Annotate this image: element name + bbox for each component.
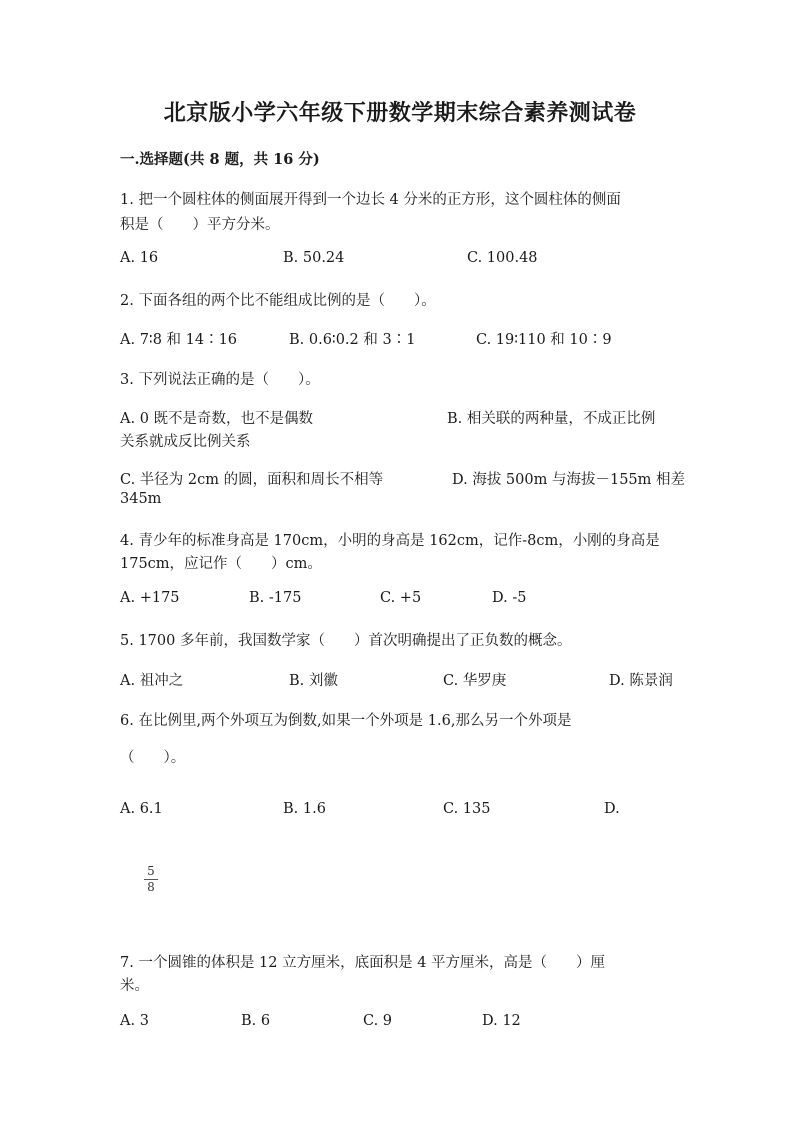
question-4-line-1: 4. 青少年的标准身高是 170cm，小明的身高是 162cm，记作-8cm，小刚的身高是 <box>120 533 660 549</box>
question-3-option-a: A. 0 既不是奇数，也不是偶数 <box>120 411 314 427</box>
question-2-line-1: 2. 下面各组的两个比不能组成比例的是（ ）。 <box>120 293 436 309</box>
section-heading: 一.选择题(共 8 题，共 16 分) <box>120 151 320 168</box>
question-3-option-d-continued: 345m <box>120 491 162 507</box>
question-5-option-b: B. 刘徽 <box>289 673 338 689</box>
question-6-option-c: C. 135 <box>443 801 491 817</box>
question-2-option-c: C. 19∶110 和 10∶9 <box>476 332 612 348</box>
question-2-option-b: B. 0.6∶0.2 和 3∶1 <box>289 332 416 348</box>
question-7-option-c: C. 9 <box>363 1013 393 1029</box>
question-4-option-c: C. +5 <box>380 590 422 606</box>
fraction-five-eighths <box>144 865 158 894</box>
question-2-option-a: A. 7∶8 和 14∶16 <box>120 332 238 348</box>
question-6-option-d: D. <box>604 801 620 817</box>
question-1-line-2: 积是（ ）平方分米。 <box>120 217 280 233</box>
question-6-option-b: B. 1.6 <box>283 801 326 817</box>
question-7-option-d: D. 12 <box>482 1013 521 1029</box>
page-title: 北京版小学六年级下册数学期末综合素养测试卷 <box>163 100 637 126</box>
question-5-option-c: C. 华罗庚 <box>443 673 507 689</box>
question-6-option-a: A. 6.1 <box>120 801 163 817</box>
fraction-numerator: 5 <box>147 864 155 878</box>
question-3-option-b-continued: 关系就成反比例关系 <box>120 434 251 450</box>
question-4-option-d: D. -5 <box>492 590 527 606</box>
question-4-option-a: A. +175 <box>120 590 180 606</box>
question-5-line-1: 5. 1700 多年前，我国数学家（ ）首次明确提出了正负数的概念。 <box>120 633 572 649</box>
question-3-option-b: B. 相关联的两种量，不成正比例 <box>447 411 656 427</box>
question-1-option-a: A. 16 <box>120 250 159 266</box>
question-7-option-b: B. 6 <box>241 1013 271 1029</box>
question-7-line-2: 米。 <box>120 978 149 994</box>
question-5-option-a: A. 祖冲之 <box>120 673 184 689</box>
question-6-line-2: （ ）。 <box>120 750 186 766</box>
question-1-option-b: B. 50.24 <box>283 250 345 266</box>
question-4-line-2: 175cm，应记作（ ）cm。 <box>120 556 322 572</box>
question-1-line-1: 1. 把一个圆柱体的侧面展开得到一个边长 4 分米的正方形，这个圆柱体的侧面 <box>120 192 621 208</box>
question-5-option-d: D. 陈景润 <box>609 673 673 689</box>
fraction-denominator: 8 <box>147 880 155 894</box>
question-7-option-a: A. 3 <box>120 1013 149 1029</box>
question-3-option-d: D. 海拔 500m 与海拔－155m 相差 <box>452 472 686 488</box>
question-4-option-b: B. -175 <box>249 590 302 606</box>
question-6-line-1: 6. 在比例里,两个外项互为倒数,如果一个外项是 1.6,那么另一个外项是 <box>120 713 572 729</box>
question-3-line-1: 3. 下列说法正确的是（ ）。 <box>120 372 320 388</box>
question-1-option-c: C. 100.48 <box>467 250 538 266</box>
question-7-line-1: 7. 一个圆锥的体积是 12 立方厘米，底面积是 4 平方厘米，高是（ ）厘 <box>120 955 606 971</box>
question-3-option-c: C. 半径为 2cm 的圆，面积和周长不相等 <box>120 472 384 488</box>
